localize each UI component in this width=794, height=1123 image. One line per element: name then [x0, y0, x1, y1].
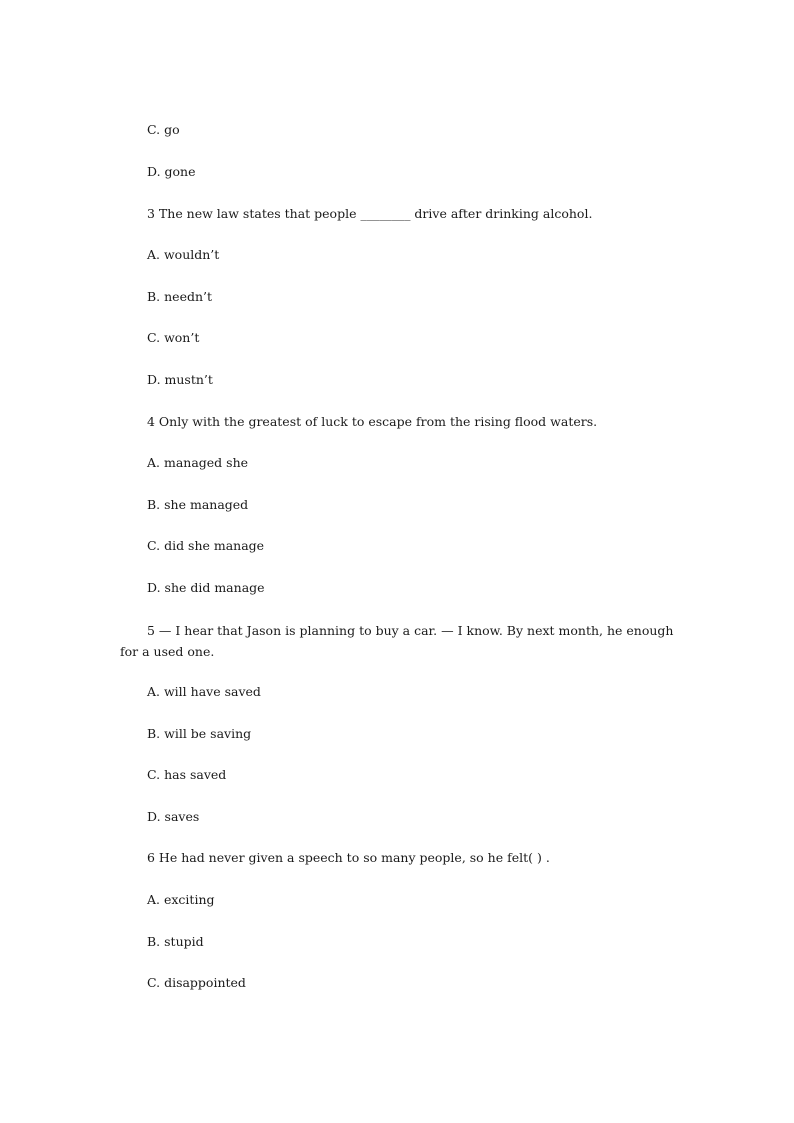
question-3: 3 The new law states that people ________ drive after drinking alcohol. [147, 206, 593, 221]
q5-option-b: B. will be saving [147, 726, 252, 741]
question-4: 4 Only with the greatest of luck to escape from the rising flood waters. [147, 414, 598, 429]
option-d-gone: D. gone [147, 164, 196, 179]
q4-option-b: B. she managed [147, 497, 249, 512]
question-5: 5 — I hear that Jason is planning to buy a car. — I know. By next month, he enough for a used one. [120, 623, 674, 659]
q3-option-b: B. needn’t [147, 289, 213, 304]
q6-option-a: A. exciting [147, 892, 215, 907]
question-6: 6 He had never given a speech to so many people, so he felt( ) . [147, 850, 550, 865]
q6-option-c: C. disappointed [147, 975, 246, 990]
option-c-go: C. go [147, 122, 180, 137]
q5-option-d: D. saves [147, 809, 200, 824]
q3-option-c: C. won’t [147, 330, 200, 345]
q6-option-b: B. stupid [147, 934, 204, 949]
q5-option-a: A. will have saved [147, 684, 261, 699]
q3-option-a: A. wouldn’t [147, 247, 220, 262]
q4-option-c: C. did she manage [147, 538, 265, 553]
q5-option-c: C. has saved [147, 767, 227, 782]
q3-option-d: D. mustn’t [147, 372, 213, 387]
q4-option-d: D. she did manage [147, 580, 265, 595]
q4-option-a: A. managed she [147, 455, 249, 470]
